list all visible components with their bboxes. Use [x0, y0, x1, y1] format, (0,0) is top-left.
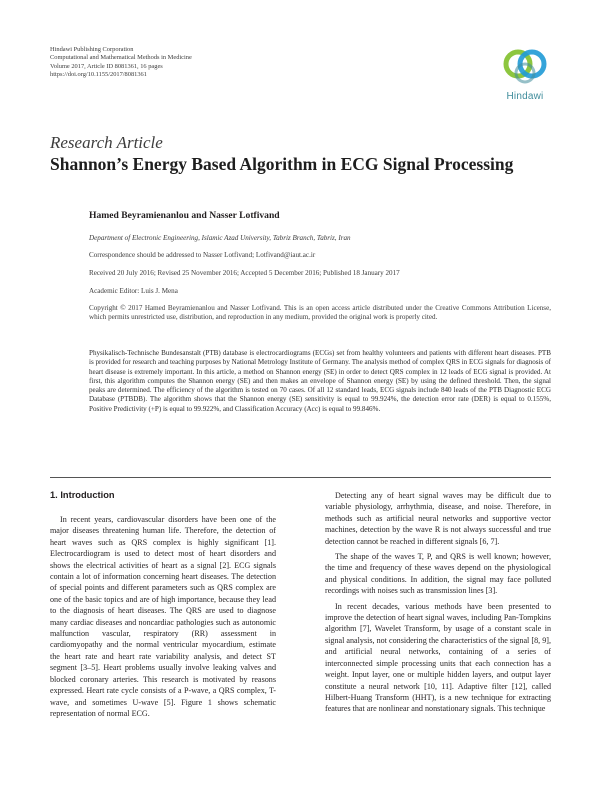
body-column-left — [50, 490, 276, 723]
affiliation: Department of Electronic Engineering, Islamic Azad University, Tabriz Branch, Tabriz, Iran — [89, 234, 351, 242]
paragraph: In recent decades, various methods have been presented to improve the detection of heart signal waves, including Pan-Tompkins algorithm [7], Wavelet Transform, by usage of a constant scale in signal analysis, not considering the characteristics of the signal [8, 9], and artificial neural networks, containing of a series of interconnected simple processing units that each connection has a weight. Input layer, one or multiple hidden layers, and output layer constitute a neural network [10, 11]. Adaptive filter [12], called Hilbert-Huang Transform (HHT), is a new technique for extracting features that are nonlinear and nonstationary signals. This technique — [325, 601, 551, 714]
paragraph: The shape of the waves T, P, and QRS is well known; however, the time and frequency of these waves depend on the physiological and physical conditions. In addition, the signal may face polluted recordings with noises such as transmission lines [3]. — [325, 552, 551, 596]
paragraph: Detecting any of heart signal waves may be difficult due to variable physiology, arrhythmia, disease, and noise. Therefore, in methods such as artificial neural networks and supportive vector machines, detection by the wave R is not always successful and true detection cannot be reached in different signals [6, 7]. — [325, 491, 551, 546]
journal-name: Computational and Mathematical Methods in Medicine — [50, 54, 192, 62]
academic-editor: Academic Editor: Luis J. Mena — [89, 287, 178, 295]
copyright-notice: Copyright © 2017 Hamed Beyramienanlou and Nasser Lotfivand. This is an open access article distributed under the Creative Commons Attribution License, which permits unrestricted use, distribution, and reproduction in any medium, provided the original work is properly cited. — [89, 304, 551, 322]
publication-dates: Received 20 July 2016; Revised 25 November 2016; Accepted 5 December 2016; Published 18 January 2017 — [89, 269, 400, 277]
hindawi-logo — [499, 44, 551, 106]
correspondence: Correspondence should be addressed to Nasser Lotfivand; Lotfivand@iaut.ac.ir — [89, 251, 316, 259]
logo-wordmark: Hindawi — [506, 91, 544, 102]
paragraph: In recent years, cardiovascular disorders have been one of the major diseases threatening human life. Therefore, the detection of heart waves such as QRS complex is highly significant [1]. Electrocardiogram is used to detect most of heart disorders and shows the electrical activities of heart as a signal [2]. ECG signals contain a lot of information concerning heart diseases. The detection of special points and different parameters such as QRS complex are one of the basic topics and are of high importance, because they lead to the diagnosis of heart diseases. The QRS are used to diagnose many cardiac diseases and noncardiac pathologies such as autonomic malfunction vascular, respiratory (RR) assessment in cardiomyopathy and the normal ventricular myocardium, estimate the heart rate and heart rate variability analysis, and detect ST segment [3–5]. Heart problems usually involve leaking valves and blocked coronary arteries. This research is motivated by reasons expressed. Heart rate cycle consists of a P-wave, a QRS complex, T-wave, and sometimes U-wave [5]. Figure 1 shows schematic representation of normal ECG. — [50, 515, 276, 718]
body-column-right — [325, 490, 551, 719]
author-list: Hamed Beyramienanlou and Nasser Lotfivand — [89, 210, 280, 221]
publisher-name: Hindawi Publishing Corporation — [50, 46, 134, 53]
article-title: Shannon’s Energy Based Algorithm in ECG Signal Processing — [50, 154, 514, 174]
section-divider — [50, 477, 551, 478]
volume-info: Volume 2017, Article ID 8081361, 16 pages — [50, 62, 163, 70]
abstract: Physikalisch-Technische Bundesanstalt (PTB) database is electrocardiograms (ECGs) set from healthy volunteers and patients with different heart diseases. PTB is provided for research and teaching purposes by National Metrology Institute of Germany. The analysis method of complex QRS in ECG signals for diagnosis of heart disease is extremely important. In this article, a method on Shannon energy (SE) in order to detect QRS complex in 12 leads of ECG signal is provided. At first, this algorithm computes the Shannon energy (SE) and then makes an envelope of Shannon energy (SE) by using the defined threshold. Then, the signal peaks are determined. The efficiency of the algorithm is tested on 70 cases. Of all 12 standard leads, ECG signals include 840 leads of the PTB Diagnostic ECG Database (PTBDB). The algorithm shows that the Shannon energy (SE) sensitivity is equal to 99.924%, the detection error rate (DER) is equal to 0.155%, Positive Predictivity (+P) is equal to 99.922%, and Classification Accuracy (Acc) is equal to 99.846%. — [89, 349, 551, 413]
doi-link[interactable]: https://doi.org/10.1155/2017/8081361 — [50, 71, 147, 79]
hindawi-interlocked-rings-icon — [499, 44, 551, 90]
article-type: Research Article — [50, 133, 163, 152]
section-heading-introduction: 1. Introduction — [50, 490, 115, 500]
publication-info — [50, 46, 192, 80]
